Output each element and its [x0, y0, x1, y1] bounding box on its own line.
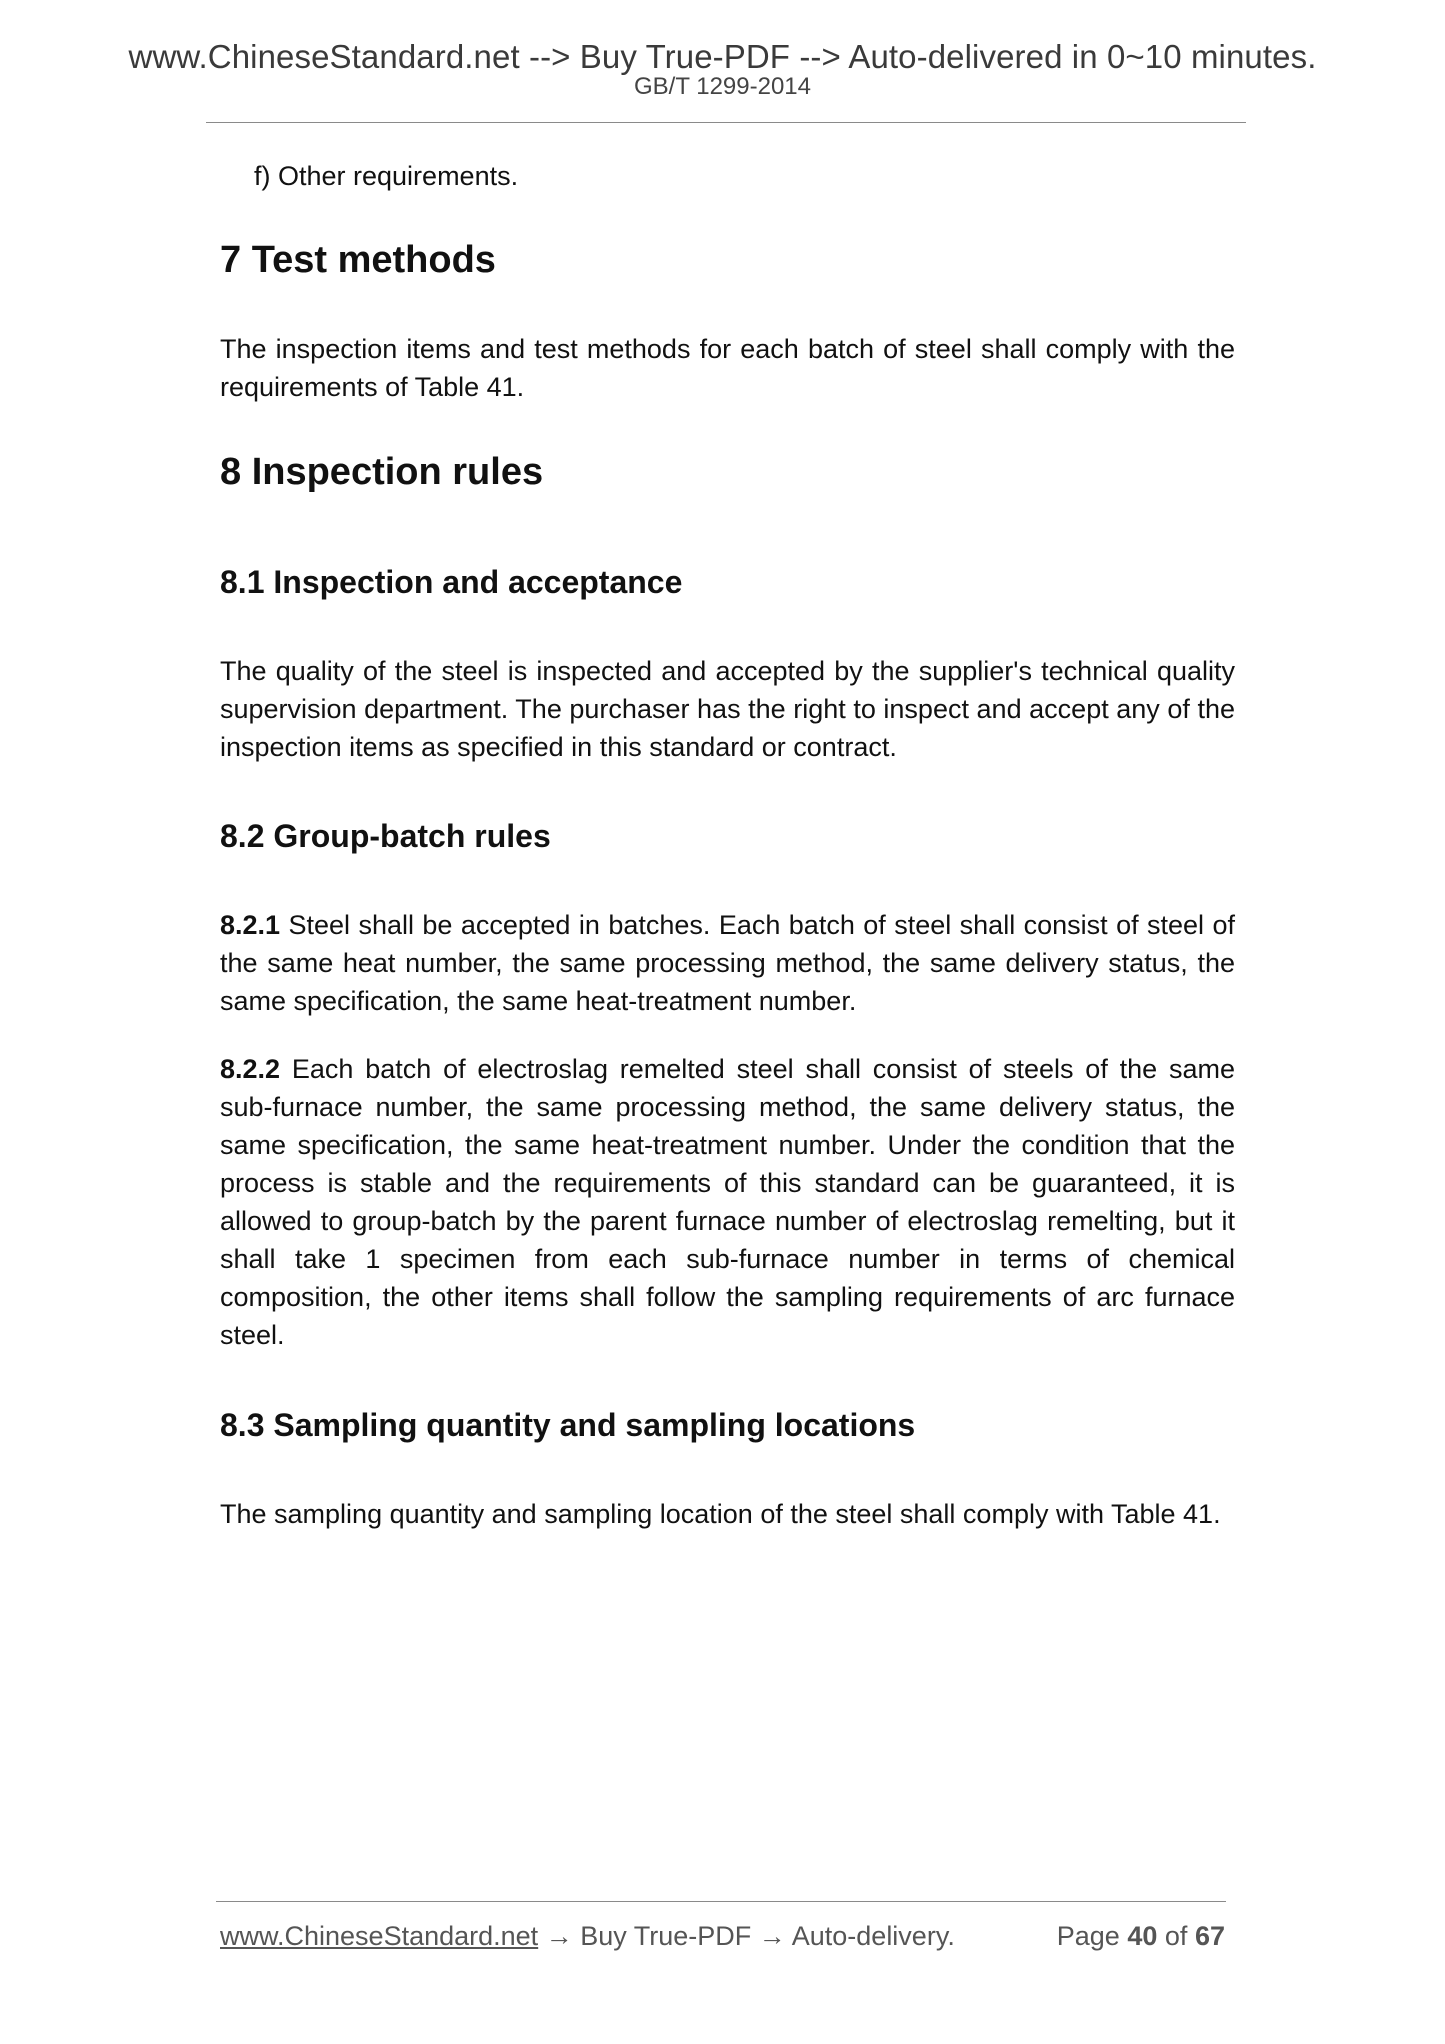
footer-divider [216, 1901, 1226, 1902]
page-number [1057, 1921, 1225, 1952]
clause-number: 8.2.1 [220, 910, 281, 940]
page-label: Page [1056, 1921, 1120, 1951]
document-code: GB/T 1299-2014 [633, 73, 811, 100]
clause-text: Each batch of electroslag remelted steel shall consist of steels of the same sub-furnace number, the same processing method, the same delivery status, the same specification, the same heat-treatment number. Under the condition that the process is stable and the requirements of this standard can be guaranteed, it is allowed to group-batch by the parent furnace number of electroslag remelting, but it shall take 1 specimen from each sub-furnace number in terms of chemical composition, the other items shall follow the sampling requirements of arc furnace steel. [220, 1054, 1235, 1350]
section-8-3-text: The sampling quantity and sampling location of the steel shall comply with Table 41. [220, 1499, 1221, 1529]
clause-8-2-1 [220, 906, 1235, 1020]
section-8-1-heading: 8.1 Inspection and acceptance [220, 564, 683, 600]
footer-tagline: → Buy True-PDF → Auto-delivery. [538, 1921, 955, 1951]
clause-number: 8.2.2 [220, 1054, 281, 1084]
current-page: 40 [1127, 1921, 1158, 1951]
footer-site-link[interactable]: www.ChineseStandard.net [220, 1921, 539, 1951]
section-7-heading: 7 Test methods [220, 239, 496, 281]
page-footer [220, 1921, 1225, 1952]
list-item-f: f) Other requirements. [254, 161, 519, 191]
section-8-3-heading: 8.3 Sampling quantity and sampling locations [220, 1407, 916, 1443]
clause-text: Steel shall be accepted in batches. Each batch of steel shall consist of steel of the same heat number, the same processing method, the same delivery status, the same specification, the same heat-treatment number. [220, 910, 1235, 1016]
header-divider [206, 122, 1246, 123]
site-banner: www.ChineseStandard.net --> Buy True-PDF --> Auto-delivered in 0~10 minutes. [128, 38, 1317, 75]
section-7-text: The inspection items and test methods for each batch of steel shall comply with the requirements of Table 41. [220, 334, 1235, 402]
of-label: of [1164, 1921, 1188, 1951]
section-8-1-text: The quality of the steel is inspected and accepted by the supplier's technical quality supervision department. The purchaser has the right to inspect and accept any of the inspection items as specified in this standard or contract. [220, 656, 1235, 762]
section-8-2-heading: 8.2 Group-batch rules [220, 818, 551, 854]
section-8-heading: 8 Inspection rules [220, 451, 544, 493]
total-pages: 67 [1194, 1921, 1225, 1951]
clause-8-2-2 [220, 1050, 1235, 1354]
